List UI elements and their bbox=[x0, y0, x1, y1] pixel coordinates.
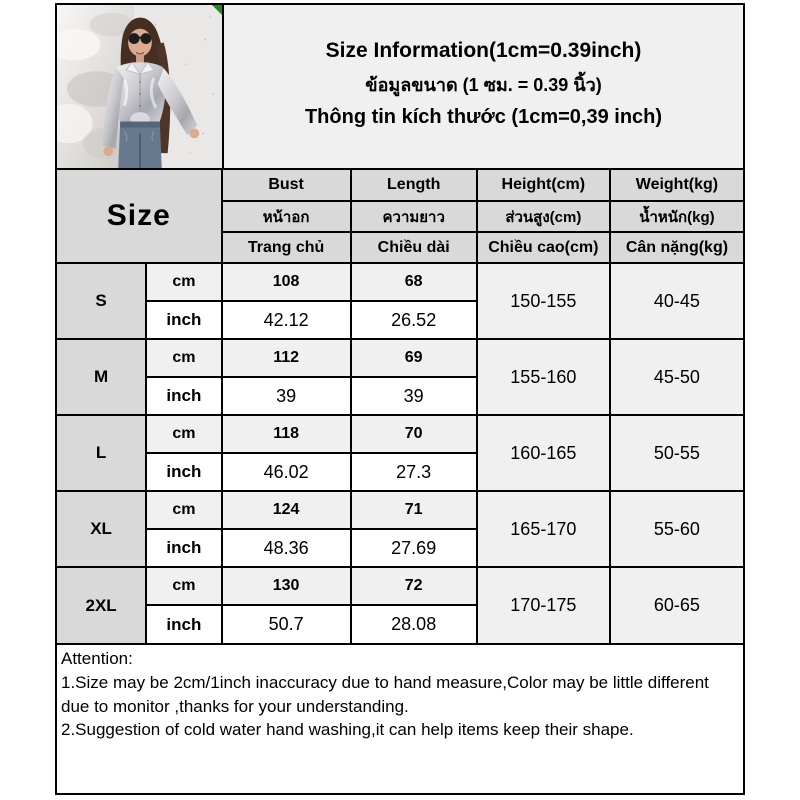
unit-label-inch: inch bbox=[146, 301, 221, 339]
col-header-length-th: ความยาว bbox=[351, 201, 477, 232]
unit-label-cm: cm bbox=[146, 491, 221, 529]
size-label-m: M bbox=[57, 339, 146, 415]
cell-weight-2xl: 60-65 bbox=[610, 567, 743, 643]
model-photo bbox=[57, 5, 222, 168]
title-block bbox=[224, 5, 743, 168]
cell-bust-cm-xl: 124 bbox=[222, 491, 351, 529]
size-label-2xl: 2XL bbox=[57, 567, 146, 643]
cell-weight-s: 40-45 bbox=[610, 263, 743, 339]
cell-bust-inch-xl: 48.36 bbox=[222, 529, 351, 567]
cell-height-l: 160-165 bbox=[477, 415, 610, 491]
size-chart-sheet bbox=[55, 3, 745, 795]
cell-height-2xl: 170-175 bbox=[477, 567, 610, 643]
unit-label-cm: cm bbox=[146, 339, 221, 377]
header-section bbox=[57, 5, 743, 170]
cell-height-xl: 165-170 bbox=[477, 491, 610, 567]
cell-length-inch-2xl: 28.08 bbox=[351, 605, 477, 643]
title-thai: ข้อมูลขนาด (1 ซม. = 0.39 นิ้ว) bbox=[365, 74, 602, 95]
cell-bust-cm-l: 118 bbox=[222, 415, 351, 453]
col-header-bust-vi: Trang chủ bbox=[222, 232, 351, 263]
col-header-height-th: ส่วนสูง(cm) bbox=[477, 201, 610, 232]
cell-length-cm-s: 68 bbox=[351, 263, 477, 301]
cell-length-inch-s: 26.52 bbox=[351, 301, 477, 339]
cell-bust-inch-s: 42.12 bbox=[222, 301, 351, 339]
cell-bust-cm-2xl: 130 bbox=[222, 567, 351, 605]
size-table bbox=[57, 170, 743, 643]
size-label-l: L bbox=[57, 415, 146, 491]
col-header-bust-th: หน้าอก bbox=[222, 201, 351, 232]
attention-section bbox=[57, 643, 743, 793]
cell-weight-xl: 55-60 bbox=[610, 491, 743, 567]
title-english: Size Information(1cm=0.39inch) bbox=[325, 38, 642, 62]
col-header-bust-en: Bust bbox=[222, 170, 351, 201]
size-label-xl: XL bbox=[57, 491, 146, 567]
cell-bust-cm-s: 108 bbox=[222, 263, 351, 301]
cell-length-cm-2xl: 72 bbox=[351, 567, 477, 605]
unit-label-cm: cm bbox=[146, 263, 221, 301]
cell-length-cm-m: 69 bbox=[351, 339, 477, 377]
cell-bust-cm-m: 112 bbox=[222, 339, 351, 377]
cell-height-m: 155-160 bbox=[477, 339, 610, 415]
unit-label-cm: cm bbox=[146, 567, 221, 605]
unit-label-inch: inch bbox=[146, 377, 221, 415]
cell-weight-m: 45-50 bbox=[610, 339, 743, 415]
attention-note-1: 1.Size may be 2cm/1inch inaccuracy due to hand measure,Color may be little different due to monitor ,thanks for your understanding. bbox=[61, 672, 709, 716]
cell-length-inch-xl: 27.69 bbox=[351, 529, 477, 567]
cell-length-cm-xl: 71 bbox=[351, 491, 477, 529]
cell-bust-inch-2xl: 50.7 bbox=[222, 605, 351, 643]
col-header-length-en: Length bbox=[351, 170, 477, 201]
cell-length-cm-l: 70 bbox=[351, 415, 477, 453]
col-header-length-vi: Chiều dài bbox=[351, 232, 477, 263]
unit-label-inch: inch bbox=[146, 453, 221, 491]
unit-label-inch: inch bbox=[146, 605, 221, 643]
attention-note-2: 2.Suggestion of cold water hand washing,it can help items keep their shape. bbox=[61, 720, 634, 740]
green-corner-marker-icon bbox=[212, 5, 222, 15]
col-header-weight-th: น้ำหนัก(kg) bbox=[610, 201, 743, 232]
cell-length-inch-m: 39 bbox=[351, 377, 477, 415]
size-header-cell: Size bbox=[57, 170, 222, 263]
attention-heading: Attention: bbox=[61, 649, 133, 668]
cell-weight-l: 50-55 bbox=[610, 415, 743, 491]
cell-bust-inch-m: 39 bbox=[222, 377, 351, 415]
col-header-height-vi: Chiều cao(cm) bbox=[477, 232, 610, 263]
cell-bust-inch-l: 46.02 bbox=[222, 453, 351, 491]
product-photo-cell bbox=[57, 5, 224, 168]
cell-length-inch-l: 27.3 bbox=[351, 453, 477, 491]
title-vietnamese: Thông tin kích thước (1cm=0,39 inch) bbox=[304, 105, 663, 128]
col-header-weight-en: Weight(kg) bbox=[610, 170, 743, 201]
cell-height-s: 150-155 bbox=[477, 263, 610, 339]
col-header-weight-vi: Cân nặng(kg) bbox=[610, 232, 743, 263]
unit-label-cm: cm bbox=[146, 415, 221, 453]
size-label-s: S bbox=[57, 263, 146, 339]
col-header-height-en: Height(cm) bbox=[477, 170, 610, 201]
unit-label-inch: inch bbox=[146, 529, 221, 567]
